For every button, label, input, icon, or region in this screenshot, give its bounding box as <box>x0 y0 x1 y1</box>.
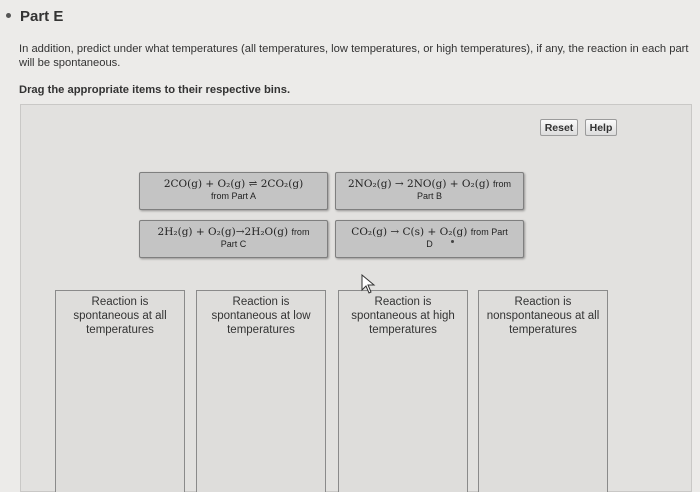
tile-part-c[interactable] <box>139 220 328 258</box>
reset-button[interactable]: Reset <box>540 119 578 136</box>
tile-part-b[interactable] <box>335 172 524 210</box>
bin-low-temperatures[interactable] <box>196 290 326 492</box>
tile-part-d[interactable] <box>335 220 524 258</box>
part-title: Part E <box>20 8 64 25</box>
tile-source: from Part A <box>210 191 256 201</box>
mouse-pointer-icon <box>361 274 377 296</box>
help-button[interactable]: Help <box>585 119 617 136</box>
tile-equation: 2CO(g) + O₂(g) ⇌ 2CO₂(g) <box>163 178 304 190</box>
bin-all-temperatures[interactable] <box>55 290 185 492</box>
question-text: In addition, predict under what temperatures (all temperatures, low temperatures, or high temperatures), if any, the reaction in each part will be spontaneous. <box>19 43 689 69</box>
bin-nonspontaneous[interactable] <box>478 290 608 492</box>
dot-artifact <box>451 240 454 243</box>
tile-part-a[interactable] <box>139 172 328 210</box>
tile-source-inline: from <box>291 227 310 237</box>
bin-label: Reaction is nonspontaneous at all temperatures <box>486 296 600 336</box>
bin-label: Reaction is spontaneous at all temperatures <box>73 296 167 336</box>
tile-equation: 2NO₂(g) → 2NO(g) + O₂(g) <box>347 178 490 190</box>
bin-label: Reaction is spontaneous at low temperatures <box>211 296 311 336</box>
tile-source: D <box>426 239 433 249</box>
tile-equation: CO₂(g) → C(s) + O₂(g) <box>351 226 468 238</box>
bin-label: Reaction is spontaneous at high temperatures <box>351 296 455 336</box>
tile-source-inline: from <box>493 179 511 189</box>
part-bullet <box>6 13 11 18</box>
tile-source-inline: from Part <box>470 227 508 237</box>
tile-source: Part C <box>220 239 247 249</box>
instruction-text: Drag the appropriate items to their respective bins. <box>19 84 291 96</box>
tile-source: Part B <box>416 191 442 201</box>
tile-equation: 2H₂(g) + O₂(g)→2H₂O(g) <box>157 226 289 238</box>
bin-high-temperatures[interactable] <box>338 290 468 492</box>
